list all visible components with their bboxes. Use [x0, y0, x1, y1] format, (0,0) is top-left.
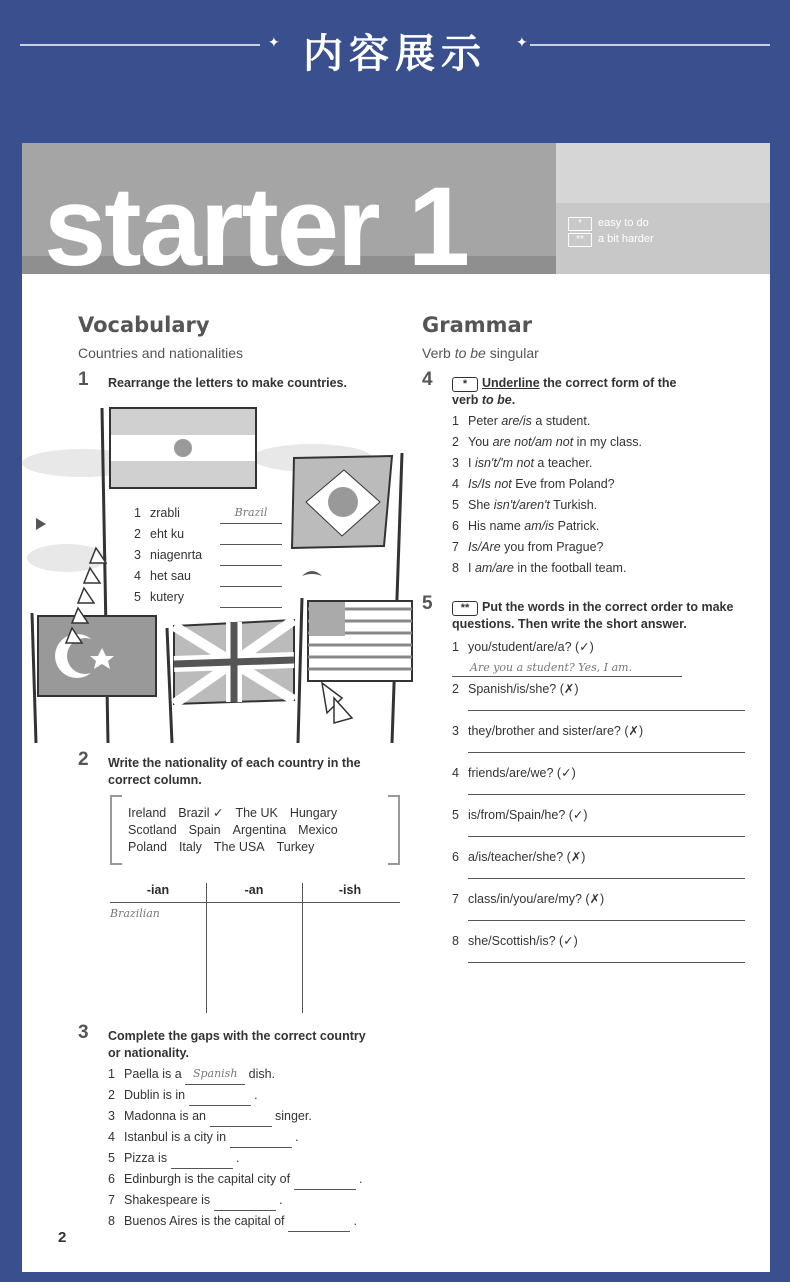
answer-line[interactable]	[468, 836, 745, 837]
exercise-instruction: 5 ** Put the words in the correct order to make questions. Then write the short answer.	[422, 593, 734, 631]
list-item: 2 Spanish/is/she? (✗)	[452, 682, 579, 696]
list-item[interactable]: 1 Peter are/is a student.	[452, 414, 591, 428]
list-item: 8 Buenos Aires is the capital of .	[108, 1211, 408, 1232]
answer-blank[interactable]	[220, 607, 282, 608]
list-item: 1 zrabli Brazil	[134, 502, 286, 524]
answer-line[interactable]	[468, 752, 745, 753]
ex5-items	[422, 637, 752, 963]
answer-line[interactable]	[468, 920, 745, 921]
list-item: 2 Dublin is in .	[108, 1085, 408, 1106]
list-item: 3 they/brother and sister/are? (✗)	[452, 724, 644, 738]
answer-line[interactable]: Are you a student? Yes, I am.	[452, 658, 682, 677]
answer-blank[interactable]: Brazil	[220, 502, 282, 524]
bracket-left	[110, 795, 122, 865]
section-heading: Vocabulary	[78, 313, 210, 337]
star-icon: ✦	[268, 34, 280, 50]
list-item: 5 kutery	[134, 587, 286, 608]
bird-icon	[302, 571, 322, 576]
list-item: 4 friends/are/we? (✓)	[452, 766, 576, 780]
list-item: 6 a/is/teacher/she? (✗)	[452, 850, 586, 864]
ex3-items	[108, 1063, 408, 1232]
star-icon: **	[452, 601, 478, 616]
unit-header	[22, 143, 770, 289]
workbook-page	[22, 143, 770, 1272]
answer-blank[interactable]	[294, 1189, 356, 1190]
list-item: 7 class/in/you/are/my? (✗)	[452, 892, 605, 906]
header-shade-top	[556, 143, 770, 203]
star-icon: ✦	[516, 34, 528, 50]
list-item: 3 Madonna is an singer.	[108, 1106, 408, 1127]
list-item[interactable]: 4 Is/Is not Eve from Poland?	[452, 477, 615, 491]
banner	[0, 0, 790, 140]
section-subheading: Verb to be singular	[422, 345, 539, 361]
banner-title: 内容展示	[303, 31, 487, 77]
exercise-instruction: 3 Complete the gaps with the correct country or nationality.	[78, 1022, 366, 1060]
list-item: 2 eht ku	[134, 524, 286, 545]
star-icon: *	[568, 217, 592, 231]
answer-line[interactable]	[468, 794, 745, 795]
grammar-column	[422, 313, 752, 973]
banner-line-right	[530, 44, 770, 46]
list-item[interactable]: 8 I am/are in the football team.	[452, 561, 627, 575]
list-item: 7 Shakespeare is .	[108, 1190, 408, 1211]
list-item[interactable]: 6 His name am/is Patrick.	[452, 519, 600, 533]
list-item[interactable]: 5 She isn't/aren't Turkish.	[452, 498, 598, 512]
unit-title: starter 1	[44, 164, 469, 289]
list-item: 1 Paella is a Spanish dish.	[108, 1063, 408, 1085]
star-icon: **	[568, 233, 592, 247]
column-header: -ish	[338, 883, 362, 897]
list-item: 4 het sau	[134, 566, 286, 587]
page-number: 2	[58, 1229, 67, 1246]
bracket-right	[388, 795, 400, 865]
legend-item: ** a bit harder	[568, 231, 654, 247]
list-item: 1 you/student/are/a? (✓)	[452, 640, 594, 654]
answer-blank[interactable]: Spanish	[185, 1063, 245, 1085]
list-item: 4 Istanbul is a city in .	[108, 1127, 408, 1148]
list-item: 6 Edinburgh is the capital city of .	[108, 1169, 408, 1190]
difficulty-legend	[568, 215, 654, 247]
list-item: 5 Pizza is .	[108, 1148, 408, 1169]
answer-blank[interactable]	[288, 1231, 350, 1232]
bird-icon	[36, 518, 46, 530]
nationality-table	[110, 883, 400, 1013]
ex4-items	[422, 411, 752, 579]
answer-line[interactable]	[468, 962, 745, 963]
column-header: -an	[244, 883, 264, 897]
answer-line[interactable]	[468, 710, 745, 711]
word-box: Ireland Brazil ✓ The UK Hungary Scotland Spain Argentina Mexico Poland Italy The USA Turkey	[128, 806, 338, 854]
list-item: 8 she/Scottish/is? (✓)	[452, 934, 578, 948]
ex1-items	[130, 502, 290, 608]
list-item: 5 is/from/Spain/he? (✓)	[452, 808, 588, 822]
exercise-instruction: 2 Write the nationality of each country in the correct column.	[78, 749, 361, 787]
list-item[interactable]: 3 I isn't/'m not a teacher.	[452, 456, 593, 470]
star-icon: *	[452, 377, 478, 392]
list-item[interactable]: 7 Is/Are you from Prague?	[452, 540, 604, 554]
exercise-instruction: 4 * Underline the correct form of the verb to be.	[422, 369, 677, 407]
list-item: 3 niagenrta	[134, 545, 286, 566]
table-cell[interactable]: Brazilian	[110, 907, 160, 920]
answer-line[interactable]	[468, 878, 745, 879]
vocabulary-column	[78, 313, 398, 392]
list-item[interactable]: 2 You are not/am not in my class.	[452, 435, 642, 449]
exercise-instruction: 1 Rearrange the letters to make countries.	[78, 369, 347, 390]
legend-item: * easy to do	[568, 215, 654, 231]
column-header: -ian	[146, 883, 170, 897]
section-heading: Grammar	[422, 313, 533, 337]
section-subheading: Countries and nationalities	[78, 345, 243, 361]
